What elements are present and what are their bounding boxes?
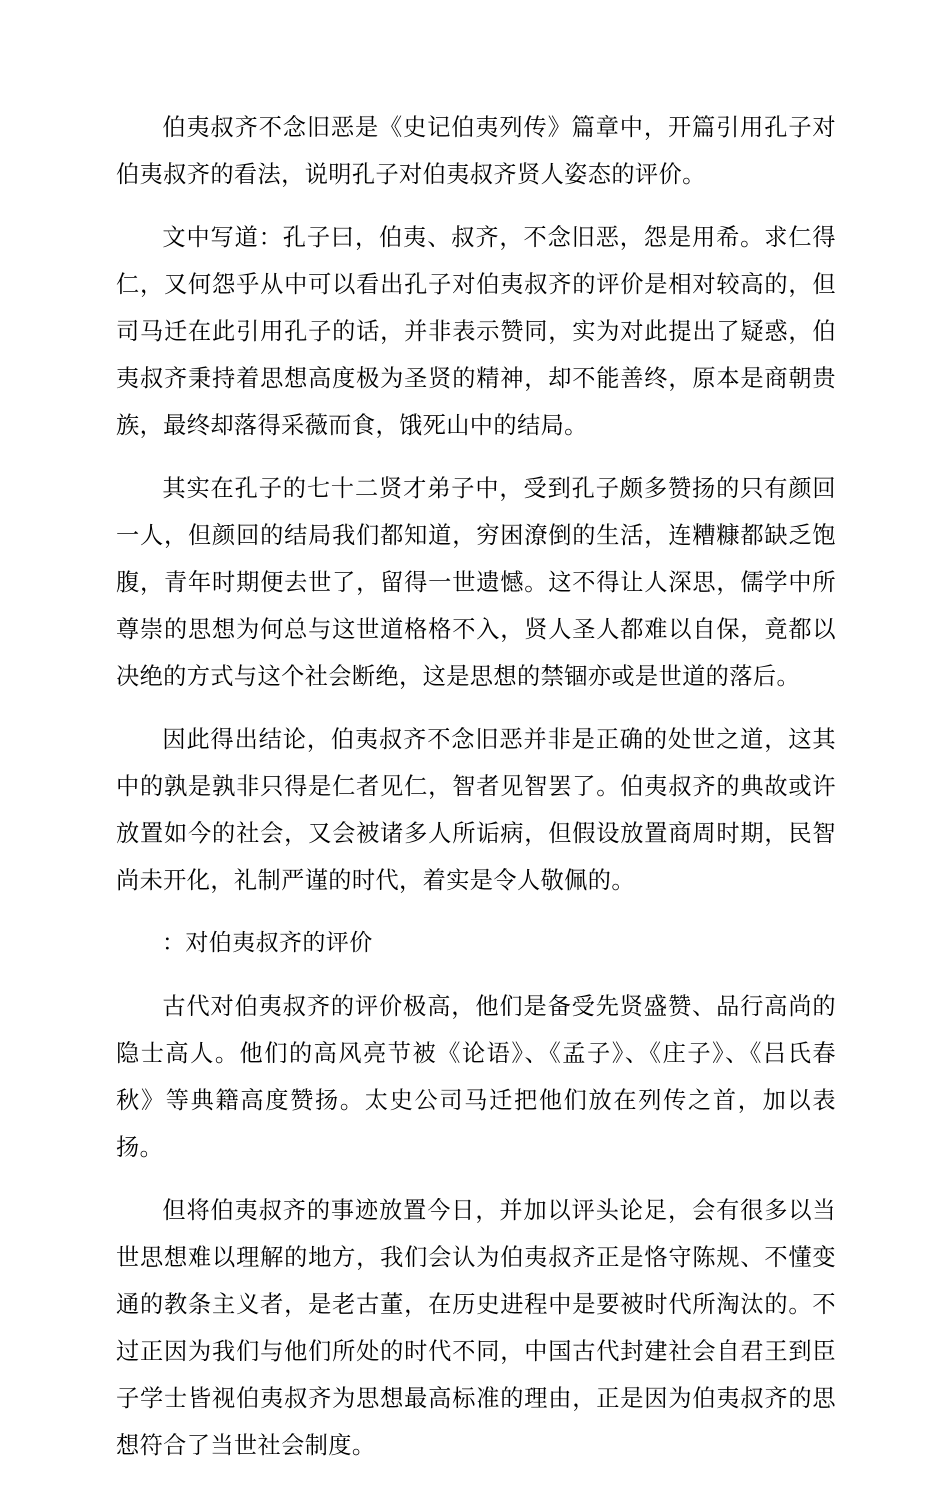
paragraph-ancient-evaluation: 古代对伯夷叔齐的评价极高，他们是备受先贤盛赞、品行高尚的隐士高人。他们的高风亮节被《论语》、《孟子》、《庄子》、《吕氏春秋》等典籍高度赞扬。太史公司马迁把他们放在列传之首，加以表扬。 xyxy=(116,993,836,1161)
paragraph-conclusion: 因此得出结论，伯夷叔齐不念旧恶并非是正确的处世之道，这其中的孰是孰非只得是仁者见仁，智者见智罢了。伯夷叔齐的典故或许放置如今的社会，又会被诸多人所诟病，但假设放置商周时期，民智尚未开化，礼制严谨的时代，着实是令人敬佩的。 xyxy=(116,726,836,894)
paragraph-yan-hui: 其实在孔子的七十二贤才弟子中，受到孔子颇多赞扬的只有颜回一人，但颜回的结局我们都知道，穷困潦倒的生活，连糟糠都缺乏饱腹，青年时期便去世了，留得一世遗憾。这不得让人深思，儒学中所尊崇的思想为何总与这世道格格不入，贤人圣人都难以自保，竟都以决绝的方式与这个社会断绝，这是思想的禁锢亦或是世道的落后。 xyxy=(116,475,836,690)
paragraph-confucius-quote: 文中写道：孔子曰，伯夷、叔齐，不念旧恶，怨是用希。求仁得仁，又何怨乎从中可以看出孔子对伯夷叔齐的评价是相对较高的，但司马迁在此引用孔子的话，并非表示赞同，实为对此提出了疑惑，伯夷叔齐秉持着思想高度极为圣贤的精神，却不能善终，原本是商朝贵族，最终却落得采薇而食，饿死山中的结局。 xyxy=(116,224,836,439)
document-body xyxy=(116,104,836,1485)
paragraph-intro: 伯夷叔齐不念旧恶是《史记伯夷列传》篇章中，开篇引用孔子对伯夷叔齐的看法，说明孔子对伯夷叔齐贤人姿态的评价。 xyxy=(116,114,836,188)
section-heading: ：对伯夷叔齐的评价 xyxy=(162,930,373,956)
paragraph-modern-view: 但将伯夷叔齐的事迹放置今日，并加以评头论足，会有很多以当世思想难以理解的地方，我们会认为伯夷叔齐正是恪守陈规、不懂变通的教条主义者，是老古董，在历史进程中是要被时代所淘汰的。不过正因为我们与他们所处的时代不同，中国古代封建社会自君王到臣子学士皆视伯夷叔齐为思想最高标准的理由，正是因为伯夷叔齐的思想符合了当世社会制度。 xyxy=(116,1197,836,1459)
